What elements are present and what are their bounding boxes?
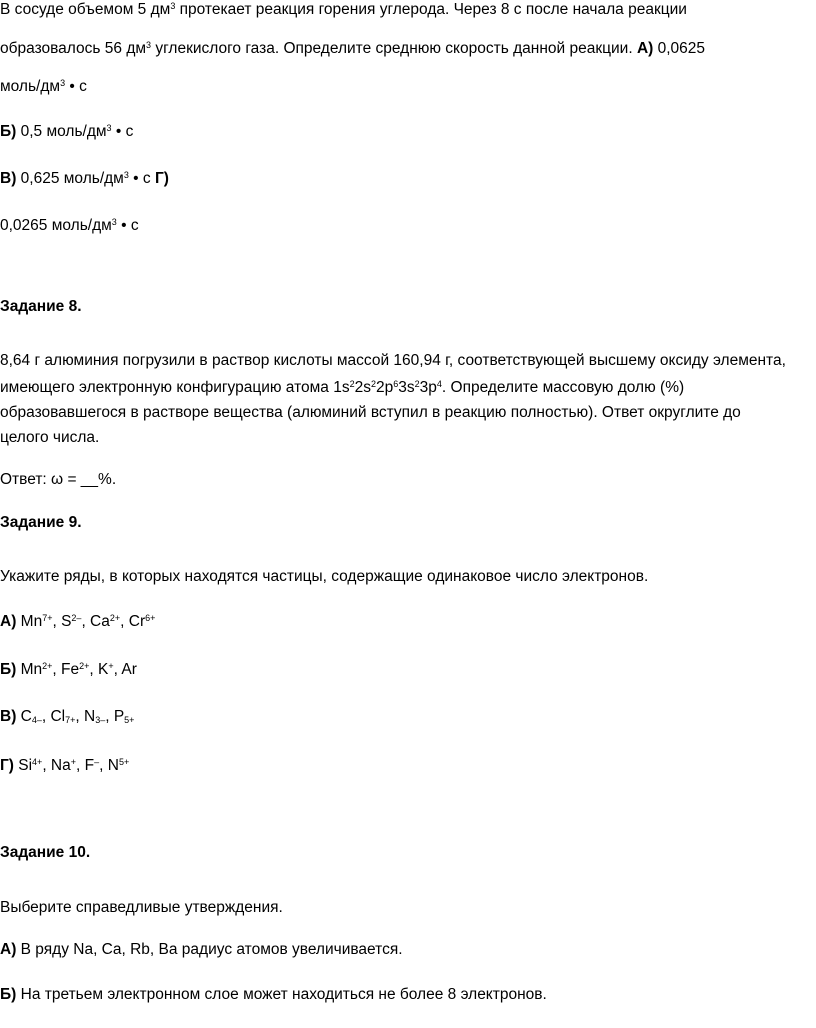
- q9-v-3: , P: [105, 708, 125, 725]
- q7-line-2-text-a: образовалось 56 дм: [0, 40, 147, 57]
- q10-option-a-label: А): [0, 941, 17, 958]
- q8-config-sup-1: 2: [349, 379, 355, 389]
- q7-option-b-sup: 3: [106, 123, 112, 133]
- q10-option-b-label: Б): [0, 986, 17, 1003]
- q9-option-v: [0, 707, 134, 727]
- q9-a-0-charge: 7+: [42, 613, 53, 623]
- q7-option-v-end: • с: [128, 170, 155, 187]
- q9-option-b: [0, 660, 137, 680]
- q7-line-1-text-a: В сосуде объемом 5 дм: [0, 1, 171, 18]
- q8-config-sup-5: 4: [436, 379, 442, 389]
- q7-option-a-unit-sup: 3: [60, 78, 66, 88]
- q8-paragraph-line-4: целого числа.: [0, 429, 100, 446]
- q8-config-sup-3: 6: [393, 379, 399, 389]
- q8-config-text-c: 2p: [376, 379, 394, 396]
- q9-v-0-charge: 4–: [31, 715, 42, 725]
- q7-option-g-text: 0,0265 моль/дм: [0, 217, 112, 234]
- q9-v-2: , N: [75, 708, 96, 725]
- q7-line-2: [0, 39, 705, 59]
- q9-b-0-charge: 2+: [42, 661, 53, 671]
- q10-heading: Задание 10.: [0, 844, 91, 861]
- q9-a-2-charge: 2+: [109, 613, 121, 623]
- q9-heading: Задание 9.: [0, 514, 82, 531]
- q9-g-2-charge: –: [94, 757, 100, 767]
- q9-a-3: , Cr: [120, 613, 146, 630]
- q8-answer: Ответ: ω = __%.: [0, 471, 117, 488]
- q7-option-g-sup: 3: [111, 217, 117, 227]
- q8-config-text-d: 3s: [398, 379, 415, 396]
- q8-heading: Задание 8.: [0, 298, 82, 315]
- q7-option-a-value: 0,0625: [653, 40, 706, 57]
- q10-prompt: Выберите справедливые утверждения.: [0, 899, 283, 916]
- q7-option-a-label: А): [636, 40, 654, 57]
- q7-option-v-label: В): [0, 170, 17, 187]
- q7-option-v: [0, 169, 169, 189]
- q9-v-1-charge: 7+: [65, 715, 76, 725]
- q7-option-b-end: • с: [111, 123, 134, 140]
- q9-g-2: , F: [76, 757, 95, 774]
- q8-config-sup-4: 2: [414, 379, 420, 389]
- q8-config-text-a: имеющего электронную конфигурацию атома 1s: [0, 379, 350, 396]
- q9-b-2-charge: +: [108, 661, 114, 671]
- q8-config-text-b: 2s: [354, 379, 371, 396]
- q9-option-b-label: Б): [0, 661, 17, 678]
- q7-option-v-sup: 3: [123, 170, 129, 180]
- q9-b-2: , K: [89, 661, 109, 678]
- q9-g-3-charge: 5+: [118, 757, 130, 767]
- q7-option-g-label: Г): [154, 170, 169, 187]
- q9-b-1: , Fe: [52, 661, 80, 678]
- q7-line-1: [0, 0, 687, 20]
- q9-b-3: , Ar: [113, 661, 137, 678]
- q9-g-1: , Na: [42, 757, 71, 774]
- q8-config-sup-2: 2: [370, 379, 376, 389]
- q9-prompt: Укажите ряды, в которых находятся частицы, содержащие одинаковое число электронов.: [0, 568, 649, 585]
- q8-paragraph-line-3: образовавшегося в растворе вещества (алюминий вступил в реакцию полностью). Ответ округлите до: [0, 404, 741, 421]
- q7-option-g: [0, 216, 139, 236]
- q9-option-g: [0, 756, 129, 776]
- q7-line-2-sup: 3: [146, 40, 152, 50]
- q9-option-a-label: А): [0, 613, 17, 630]
- q9-g-3: , N: [99, 757, 119, 774]
- q9-a-1: , S: [52, 613, 72, 630]
- q7-option-a-unit-end: • с: [65, 78, 87, 95]
- q7-option-g-end: • с: [116, 217, 139, 234]
- q9-a-3-charge: 6+: [145, 613, 156, 623]
- q8-paragraph-line-2: [0, 378, 684, 398]
- q7-line-1-sup: 3: [170, 1, 176, 11]
- q9-option-g-label: Г): [0, 757, 14, 774]
- q10-option-a: [0, 940, 403, 960]
- q9-v-1: , Cl: [41, 708, 66, 725]
- q7-line-3: [0, 77, 87, 97]
- q7-option-v-text: 0,625 моль/дм: [16, 170, 124, 187]
- q9-v-3-charge: 5+: [124, 715, 135, 725]
- q9-b-1-charge: 2+: [79, 661, 90, 671]
- q9-a-1-charge: 2–: [71, 613, 82, 623]
- q10-option-b-text: На третьем электронном слое может находиться не более 8 электронов.: [16, 986, 547, 1003]
- q7-line-2-text-b: углекислого газа. Определите среднюю скорость данной реакции.: [151, 40, 637, 57]
- q9-g-0: Si: [13, 757, 33, 774]
- q8-paragraph-line-1: 8,64 г алюминия погрузили в раствор кислоты массой 160,94 г, соответствующей высшему оксиду элемента,: [0, 352, 786, 369]
- q9-b-0: Mn: [16, 661, 43, 678]
- q9-option-v-label: В): [0, 708, 17, 725]
- q7-option-b-label: Б): [0, 123, 17, 140]
- q9-v-2-charge: 3–: [95, 715, 106, 725]
- q8-config-text-f: . Определите массовую долю (%): [441, 379, 685, 396]
- q9-a-2: , Ca: [81, 613, 110, 630]
- q9-a-0: Mn: [16, 613, 43, 630]
- q9-g-1-charge: +: [70, 757, 77, 767]
- q7-option-b-text: 0,5 моль/дм: [16, 123, 107, 140]
- q7-option-a-unit: моль/дм: [0, 78, 61, 95]
- q10-option-b: [0, 985, 547, 1005]
- q9-g-0-charge: 4+: [32, 757, 43, 767]
- q7-line-1-text-b: протекает реакция горения углерода. Через 8 с после начала реакции: [175, 1, 687, 18]
- q9-option-a: [0, 612, 155, 632]
- q8-config-text-e: 3p: [419, 379, 437, 396]
- q10-option-a-text: В ряду Na, Ca, Rb, Ba радиус атомов увеличивается.: [16, 941, 403, 958]
- q7-option-b: [0, 122, 133, 142]
- q9-v-0: C: [16, 708, 32, 725]
